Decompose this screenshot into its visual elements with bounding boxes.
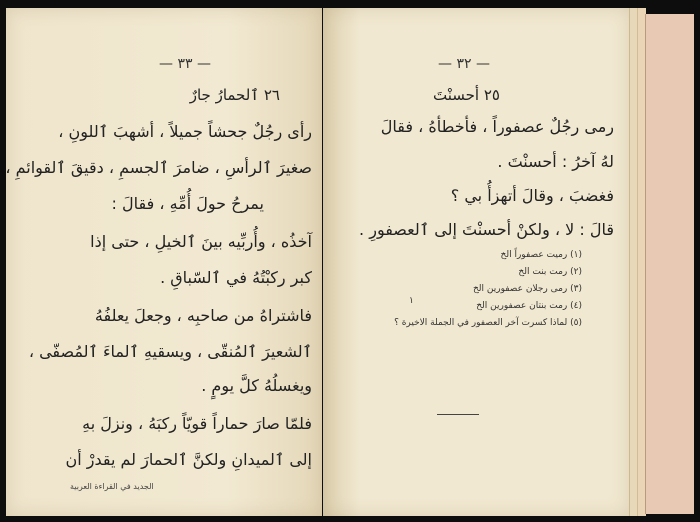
- text-line: فاشتراهُ من صاحبِه ، وجعلَ يعلفُهُ: [94, 306, 312, 325]
- page-number-left: — ٣٣ —: [159, 56, 211, 72]
- book-cover: [645, 14, 694, 514]
- exercise-item: (٢) رمت بنت الخ: [518, 267, 582, 277]
- text-line: رأى رجُلٌ جحشاً جميلاً ، أشهبَ ٱللونِ ،: [58, 122, 312, 141]
- text-line: آخذُه ، وأُربِّيه بينَ ٱلخيلِ ، حتى إذا: [90, 232, 312, 251]
- lesson-title-left: ٢٦ ٱلحمارُ جارٌ: [189, 86, 280, 104]
- text-line: فغضبَ ، وقالَ أتهزأُ بي ؟: [450, 186, 614, 205]
- text-line: كبر ركبْتُهُ في ٱلسّباقِ .: [160, 268, 312, 287]
- text-line: فلمّا صارَ حماراً قويّاً ركبَهُ ، ونزلَ بهِ: [82, 414, 312, 433]
- exercise-item: (٤) رمت بنتان عصفورين الخ: [476, 301, 582, 311]
- lesson-title-right: ٢٥ أحسنْتَ: [433, 86, 500, 104]
- text-line: ٱلشعيرَ ٱلمُنقّى ، ويسقيهِ ٱلماءَ ٱلمُصفّى ،: [28, 342, 312, 361]
- text-line: رمى رجُلٌ عصفوراً ، فأخطأهُ ، فقالَ: [380, 117, 614, 136]
- exercise-item: (١) رميت عصفوراً الخ: [500, 250, 582, 260]
- text-line: قالَ : لا ، ولكنْ أحسنْتَ إلى ٱلعصفورِ .: [359, 220, 614, 239]
- margin-mark: ١: [409, 296, 414, 306]
- text-line: يمرحُ حولَ أُمِّهِ ، فقالَ :: [111, 194, 264, 213]
- exercise-item: (٥) لماذا كسرت آخر العصفور في الجملة الاخيرة ؟: [394, 318, 582, 328]
- end-rule: [437, 414, 479, 415]
- right-page: [323, 8, 629, 516]
- text-line: صغيرَ ٱلرأسِ ، ضامرَ ٱلجسمِ ، دقيقَ ٱلقوائمِ ،: [5, 158, 312, 177]
- text-line: ويغسلُهُ كلَّ يومٍ .: [201, 376, 312, 395]
- left-page: [6, 8, 322, 516]
- exercise-item: (٣) رمى رجلان عصفورين الخ: [472, 284, 582, 294]
- book-footer: الجديد في القراءة العربية: [70, 482, 154, 491]
- text-line: إلى ٱلميدانِ ولكنَّ ٱلحمارَ لم يقدرْ أن: [65, 450, 312, 469]
- page-number-right: — ٣٢ —: [438, 56, 490, 72]
- text-line: لهُ آخرُ : أحسنْتَ .: [497, 152, 614, 171]
